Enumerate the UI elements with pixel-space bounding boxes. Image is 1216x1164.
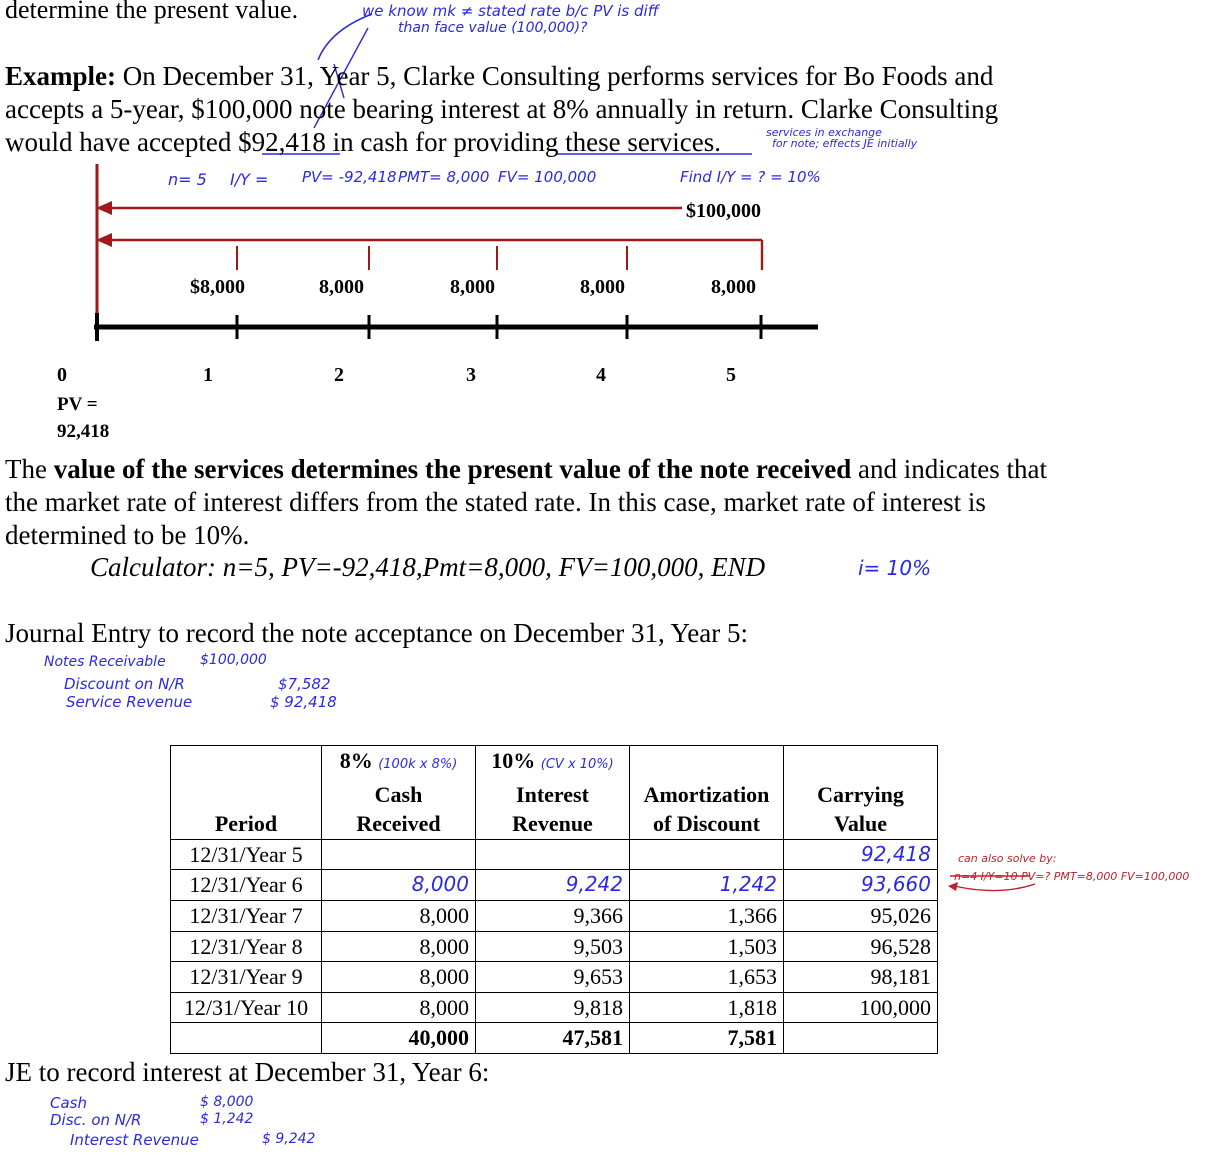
- example-text1: On December 31, Year 5, Clarke Consulting performs services for Bo Foods and: [116, 61, 994, 91]
- total-amort: 7,581: [630, 1023, 784, 1054]
- payment-label-3: 8,000: [450, 276, 495, 298]
- cell-carry: 98,181: [784, 962, 938, 993]
- input-pv: PV= -92,418: [302, 168, 397, 186]
- je1-acct1: Notes Receivable: [44, 654, 166, 670]
- totals-row: [171, 1023, 938, 1054]
- je2-amt3: $ 9,242: [262, 1131, 316, 1147]
- hdr-int-rate: [476, 746, 630, 780]
- period-1: 1: [203, 364, 213, 386]
- input-pmt: PMT= 8,000: [398, 168, 490, 186]
- total-period: [171, 1023, 322, 1054]
- side-note-line2: n=4 I/Y=10 PV=? PMT=8,000 FV=100,000: [954, 870, 1190, 883]
- hdr-cash-note: (100k x 8%): [378, 757, 458, 772]
- table-row: [171, 870, 938, 901]
- note-services-line2: for note; effects JE initially: [772, 137, 918, 150]
- period-2: 2: [334, 364, 344, 386]
- je1-amt3: $ 92,418: [270, 693, 337, 711]
- hdr-int-l3: Revenue: [476, 809, 630, 839]
- hdr-int-note: (CV x 10%): [540, 757, 614, 772]
- period-3: 3: [466, 364, 476, 386]
- total-cash: 40,000: [322, 1023, 476, 1054]
- cell-amort: [630, 839, 784, 870]
- hdr-period-l3: Period: [171, 809, 322, 839]
- payment-label-5: 8,000: [711, 276, 756, 298]
- hdr-cash-rate: [322, 746, 476, 780]
- cell-cash: 8,000: [322, 992, 476, 1023]
- hdr-amort-l3: of Discount: [630, 809, 784, 839]
- je2-amt2: $ 1,242: [200, 1111, 254, 1127]
- je2-acct3: Interest Revenue: [70, 1131, 199, 1149]
- value-para-line1: [5, 453, 1047, 486]
- example-line3: would have accepted $92,418 in cash for providing these services.: [5, 127, 722, 157]
- hdr-carry-l3: Value: [784, 809, 938, 839]
- cell-cash: 8,000: [322, 900, 476, 931]
- payment-label-2: 8,000: [319, 276, 364, 298]
- pv-value: 92,418: [57, 421, 110, 442]
- cell-interest: 9,366: [476, 900, 630, 931]
- cell-interest: 9,242: [476, 870, 630, 901]
- face-value-label: $100,000: [686, 200, 761, 222]
- table-row: [171, 962, 938, 993]
- value-para-t2: and indicates that: [851, 454, 1047, 484]
- cell-carry: 93,660: [784, 870, 938, 901]
- cell-cash: [322, 839, 476, 870]
- note-services-line1: services in exchange: [766, 126, 882, 139]
- payment-label-1: $8,000: [190, 276, 245, 298]
- input-fv: FV= 100,000: [498, 168, 597, 186]
- hdr-amort-1: [630, 746, 784, 780]
- hdr-cash-l3: Received: [322, 809, 476, 839]
- pv-label: PV =: [57, 394, 98, 415]
- je2-acct1: Cash: [50, 1094, 87, 1112]
- cell-interest: 9,503: [476, 931, 630, 962]
- cell-amort: 1,366: [630, 900, 784, 931]
- hdr-cash-l2: Cash: [322, 780, 476, 810]
- je2-title: JE to record interest at December 31, Year 6:: [5, 1057, 490, 1087]
- hdr-cash-rate-text: 8%: [339, 748, 373, 773]
- cell-period: 12/31/Year 6: [171, 870, 322, 901]
- example-line2: accepts a 5-year, $100,000 note bearing interest at 8% annually in return. Clarke Consulting: [5, 94, 999, 124]
- calculator-result: i= 10%: [858, 556, 932, 580]
- input-iy: I/Y =: [230, 170, 269, 189]
- je1-title: Journal Entry to record the note acceptance on December 31, Year 5:: [5, 618, 748, 648]
- amortization-schedule: [170, 745, 938, 1054]
- hdr-period-2: [171, 780, 322, 810]
- table-row: [171, 992, 938, 1023]
- example-label: Example:: [5, 61, 116, 91]
- je1-acct3: Service Revenue: [66, 693, 193, 711]
- cell-cash: 8,000: [322, 962, 476, 993]
- total-interest: 47,581: [476, 1023, 630, 1054]
- cell-period: 12/31/Year 9: [171, 962, 322, 993]
- value-para-line3: determined to be 10%.: [5, 520, 250, 550]
- cell-carry: 96,528: [784, 931, 938, 962]
- input-n: n= 5: [168, 170, 207, 189]
- side-note-line1: can also solve by:: [958, 852, 1057, 865]
- period-4: 4: [596, 364, 606, 386]
- cell-amort: 1,818: [630, 992, 784, 1023]
- hdr-carry-l2: Carrying: [784, 780, 938, 810]
- period-5: 5: [726, 364, 736, 386]
- value-para-bold: value of the services determines the present value of the note received: [53, 454, 852, 484]
- cell-carry: 92,418: [784, 839, 938, 870]
- cell-amort: 1,503: [630, 931, 784, 962]
- cell-interest: 9,818: [476, 992, 630, 1023]
- je2-acct2: Disc. on N/R: [50, 1111, 142, 1129]
- cell-interest: [476, 839, 630, 870]
- cell-carry: 100,000: [784, 992, 938, 1023]
- cell-period: 12/31/Year 8: [171, 931, 322, 962]
- value-para-line2: the market rate of interest differs from the stated rate. In this case, market rate of interest is: [5, 487, 986, 517]
- note-top-line2: than face value (100,000)?: [398, 20, 588, 36]
- hdr-period-1: [171, 746, 322, 780]
- cell-amort: 1,653: [630, 962, 784, 993]
- hdr-carry-1: [784, 746, 938, 780]
- value-para-t1: The: [5, 454, 54, 484]
- cell-cash: 8,000: [322, 931, 476, 962]
- table-row: [171, 900, 938, 931]
- hdr-int-l2: Interest: [476, 780, 630, 810]
- period-0: 0: [57, 364, 67, 386]
- calculator-text: Calculator: n=5, PV=-92,418,Pmt=8,000, FV=100,000, END: [90, 552, 766, 582]
- cell-interest: 9,653: [476, 962, 630, 993]
- cell-period: 12/31/Year 10: [171, 992, 322, 1023]
- header-fragment: determine the present value.: [5, 0, 299, 24]
- hdr-amort-l2: Amortization: [630, 780, 784, 810]
- je1-amt1: $100,000: [200, 652, 267, 668]
- je1-acct2: Discount on N/R: [64, 675, 185, 693]
- hdr-int-rate-text: 10%: [491, 748, 536, 773]
- cell-amort: 1,242: [630, 870, 784, 901]
- total-carry: [784, 1023, 938, 1054]
- cell-cash: 8,000: [322, 870, 476, 901]
- cell-period: 12/31/Year 5: [171, 839, 322, 870]
- cell-carry: 95,026: [784, 900, 938, 931]
- cell-period: 12/31/Year 7: [171, 900, 322, 931]
- payment-label-4: 8,000: [580, 276, 625, 298]
- je1-amt2: $7,582: [278, 675, 331, 693]
- je2-amt1: $ 8,000: [200, 1094, 254, 1110]
- input-find: Find I/Y = ? = 10%: [680, 168, 821, 186]
- table-row: [171, 931, 938, 962]
- table-row: [171, 839, 938, 870]
- note-top-line1: we know mk ≠ stated rate b/c PV is diff: [362, 2, 659, 20]
